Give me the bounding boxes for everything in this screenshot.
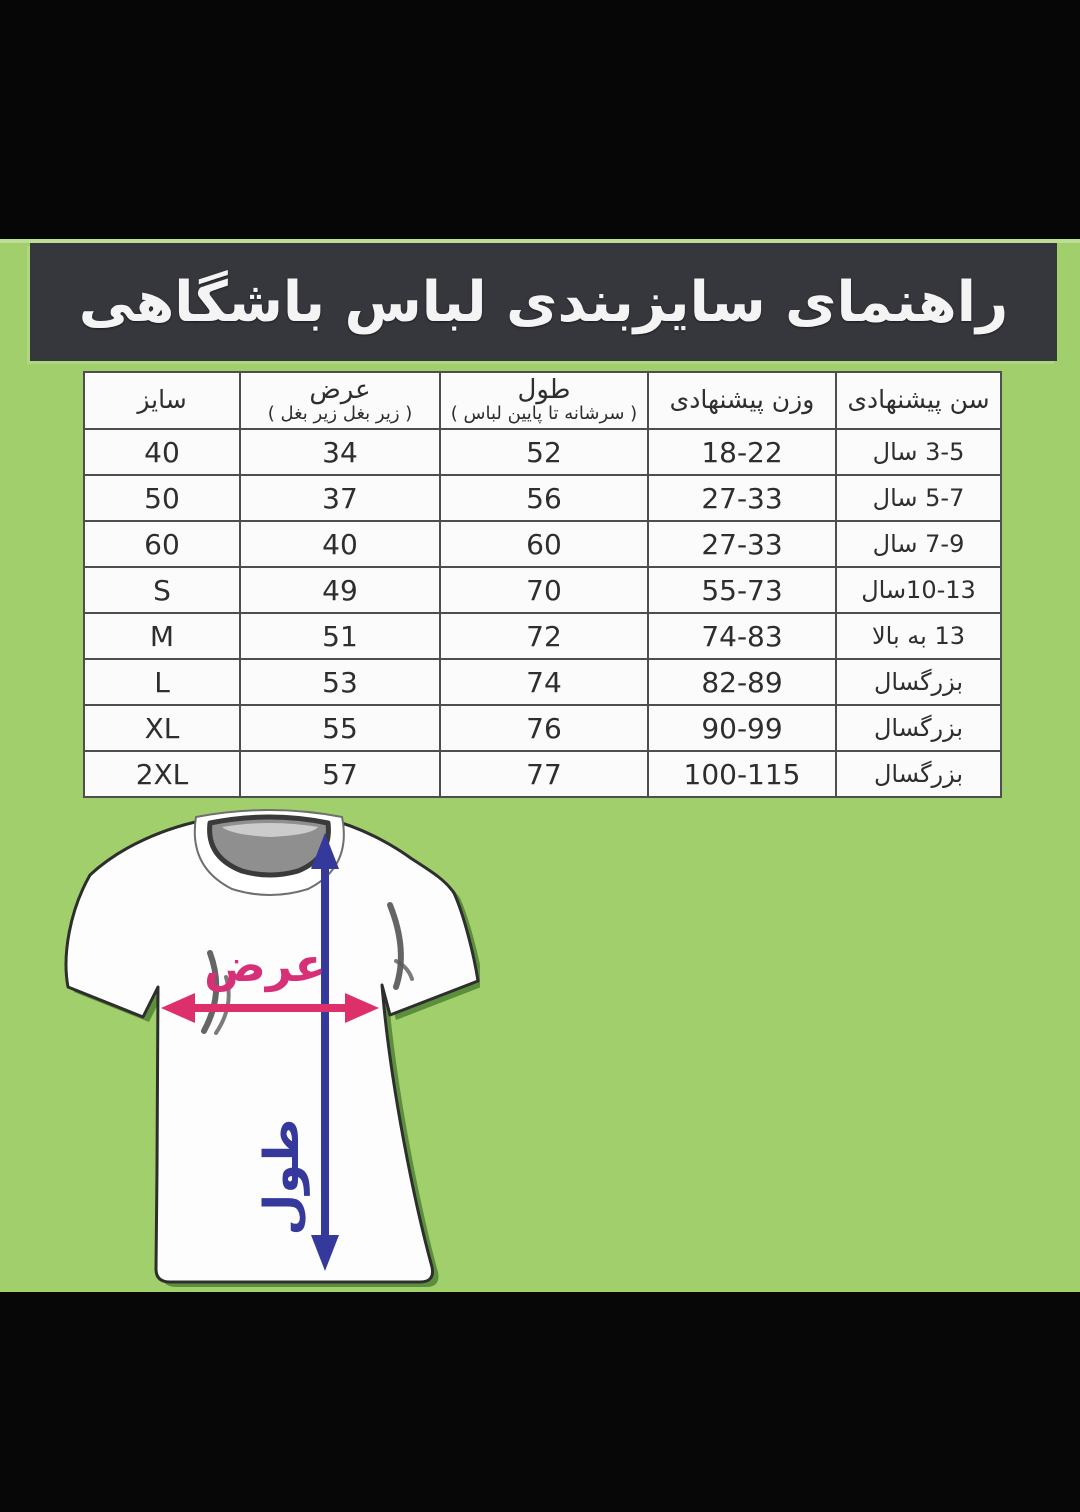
age-cell: 10-13سال (836, 567, 1001, 613)
width-cell: 40 (240, 521, 440, 567)
table-row (84, 751, 1001, 797)
weight-cell: 100-115 (648, 751, 836, 797)
size-cell: XL (84, 705, 240, 751)
length-cell: 72 (440, 613, 648, 659)
length-cell: 52 (440, 429, 648, 475)
weight-cell: 55-73 (648, 567, 836, 613)
width-cell: 37 (240, 475, 440, 521)
size-cell: M (84, 613, 240, 659)
age-cell: 3-5 سال (836, 429, 1001, 475)
length-cell: 70 (440, 567, 648, 613)
size-guide-table (83, 371, 1002, 798)
weight-cell: 18-22 (648, 429, 836, 475)
table-row (84, 613, 1001, 659)
bottom-black-bar (0, 1292, 1080, 1512)
width-cell: 34 (240, 429, 440, 475)
width-cell: 55 (240, 705, 440, 751)
weight-cell: 74-83 (648, 613, 836, 659)
column-header-length: طول ( سرشانه تا پایین لباس ) (440, 372, 648, 429)
top-black-bar (0, 0, 1080, 239)
column-header-weight: وزن پیشنهادی (648, 372, 836, 429)
weight-cell: 27-33 (648, 475, 836, 521)
table-row (84, 567, 1001, 613)
column-header-size: سایز (84, 372, 240, 429)
length-cell: 76 (440, 705, 648, 751)
size-cell: 50 (84, 475, 240, 521)
width-cell: 53 (240, 659, 440, 705)
tshirt-measurement-diagram (60, 805, 480, 1292)
size-cell: S (84, 567, 240, 613)
title-band (30, 243, 1057, 361)
page-title: راهنمای سایزبندی لباس باشگاهی (78, 269, 1009, 335)
length-cell: 77 (440, 751, 648, 797)
width-cell: 51 (240, 613, 440, 659)
size-cell: 40 (84, 429, 240, 475)
size-cell: L (84, 659, 240, 705)
length-label: طول (254, 1118, 310, 1236)
age-cell: 5-7 سال (836, 475, 1001, 521)
table-row (84, 521, 1001, 567)
size-cell: 2XL (84, 751, 240, 797)
length-cell: 74 (440, 659, 648, 705)
table-row (84, 659, 1001, 705)
length-cell: 60 (440, 521, 648, 567)
weight-cell: 90-99 (648, 705, 836, 751)
weight-cell: 82-89 (648, 659, 836, 705)
table-row (84, 705, 1001, 751)
width-cell: 57 (240, 751, 440, 797)
column-header-width: عرض ( زیر بغل زیر بغل ) (240, 372, 440, 429)
width-label: عرض (204, 938, 326, 992)
age-cell: بزرگسال (836, 751, 1001, 797)
table-row (84, 475, 1001, 521)
width-cell: 49 (240, 567, 440, 613)
weight-cell: 27-33 (648, 521, 836, 567)
age-cell: 13 به بالا (836, 613, 1001, 659)
column-header-age: سن پیشنهادی (836, 372, 1001, 429)
table-row (84, 429, 1001, 475)
size-cell: 60 (84, 521, 240, 567)
length-cell: 56 (440, 475, 648, 521)
age-cell: بزرگسال (836, 705, 1001, 751)
table-header-row (84, 372, 1001, 429)
age-cell: 7-9 سال (836, 521, 1001, 567)
age-cell: بزرگسال (836, 659, 1001, 705)
